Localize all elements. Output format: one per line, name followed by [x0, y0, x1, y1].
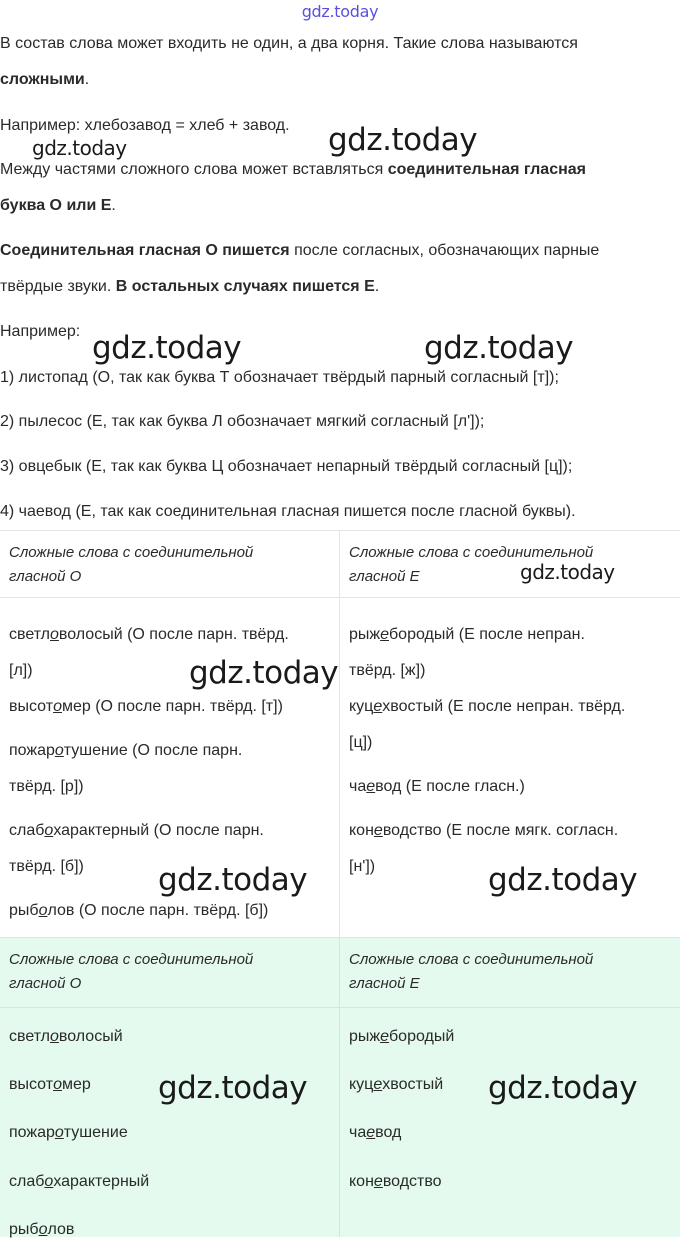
watermark: gdz.today — [424, 330, 574, 366]
header-line: Сложные слова с соединительной — [349, 544, 594, 561]
table-row — [349, 1067, 443, 1103]
header-divider — [0, 597, 680, 598]
table-row — [9, 893, 268, 929]
term-compound: сложными — [0, 71, 85, 88]
word-part: лов (О после парн. твёрд. [б]) — [47, 902, 269, 919]
table-row — [9, 733, 242, 805]
rule-paragraph-line2 — [0, 269, 676, 305]
list-item-1: 1) листопад (О, так как буква Т обозначает твёрдый парный согласный [т]); — [0, 369, 559, 386]
watermark: gdz.today — [158, 862, 308, 898]
watermark: gdz.today — [32, 136, 127, 160]
word-part: куц — [349, 1076, 374, 1093]
table-row — [349, 1164, 442, 1200]
word-part: слаб — [9, 822, 45, 839]
intro-text: В состав слова может входить не один, а два корня. Такие слова называются — [0, 35, 578, 52]
connecting-vowel: е — [380, 1028, 390, 1045]
table-row — [9, 1164, 149, 1200]
word-part: характерный (О после парн. — [53, 822, 264, 839]
connecting-vowel: о — [50, 1028, 59, 1045]
watermark: gdz.today — [488, 1070, 638, 1106]
connecting-term: соединительная гласная — [387, 161, 586, 178]
word-part: ча — [349, 1124, 367, 1141]
word-part: бородый — [389, 1028, 455, 1045]
word-part: светл — [9, 1028, 50, 1045]
word-part: тушение — [63, 1124, 128, 1141]
header-line: Сложные слова с соединительной — [9, 544, 254, 561]
word-part: волосый (О после парн. твёрд. — [58, 626, 289, 643]
word-part: тушение (О после парн. — [63, 742, 243, 759]
list-item-2: 2) пылесос (Е, так как буква Л обозначает мягкий согласный [л']); — [0, 413, 485, 430]
table-row — [9, 1115, 128, 1151]
connecting-vowel: е — [373, 698, 383, 715]
word-part: слаб — [9, 1173, 45, 1190]
word-part: высот — [9, 698, 54, 715]
connecting-vowel: е — [380, 626, 390, 643]
connecting-vowel: е — [373, 822, 383, 839]
word-part: водство (Е после мягк. согласн. — [382, 822, 619, 839]
word-part: светл — [9, 626, 50, 643]
word-part: лов — [47, 1221, 75, 1238]
word-part: рыж — [349, 626, 381, 643]
word-note: твёрд. [ж]) — [349, 662, 426, 679]
word-part: куц — [349, 698, 374, 715]
connecting-vowel: о — [38, 1221, 48, 1238]
rule-text: после согласных, обозначающих парные — [289, 242, 600, 259]
table-row — [9, 689, 283, 725]
column-header-o — [0, 938, 339, 996]
watermark: gdz.today — [158, 1070, 308, 1106]
table-row — [349, 689, 625, 761]
table-row — [349, 617, 585, 689]
connecting-text: Между частями сложного слова может вставляться — [0, 161, 388, 178]
header-divider — [0, 1007, 680, 1008]
site-logo[interactable]: gdz.today — [301, 2, 379, 21]
word-part: вод (Е после гласн.) — [375, 778, 525, 795]
period: . — [84, 71, 90, 88]
header-line: гласной О — [9, 568, 82, 585]
word-part: высот — [9, 1076, 54, 1093]
list-item-4: 4) чаевод (Е, так как соединительная гласная пишется после гласной буквы). — [0, 503, 576, 520]
connecting-vowel: о — [54, 742, 64, 759]
intro-paragraph-line2 — [0, 62, 676, 98]
word-part: пожар — [9, 742, 55, 759]
rule-e: В остальных случаях пишется Е — [115, 278, 375, 295]
table-row — [349, 769, 525, 805]
watermark: gdz.today — [488, 862, 638, 898]
column-header-e — [340, 938, 680, 996]
word-part: хвостый (Е после непран. твёрд. — [382, 698, 626, 715]
connecting-vowel: е — [373, 1076, 383, 1093]
word-part: рыб — [9, 1221, 39, 1238]
connecting-letters: буква О или Е — [0, 197, 112, 214]
connecting-vowel: о — [44, 1173, 54, 1190]
table-row — [349, 1019, 454, 1055]
watermark: gdz.today — [189, 655, 339, 691]
word-part: рыж — [349, 1028, 381, 1045]
period: . — [374, 278, 380, 295]
example-heading: Например: — [0, 323, 81, 340]
period: . — [111, 197, 116, 214]
header-line: Сложные слова с соединительной — [9, 951, 254, 968]
word-part: рыб — [9, 902, 39, 919]
word-part: хвостый — [382, 1076, 444, 1093]
word-part: характерный — [53, 1173, 150, 1190]
connecting-vowel: о — [50, 626, 59, 643]
word-part: ча — [349, 778, 367, 795]
word-part: водство — [382, 1173, 442, 1190]
column-header-o — [0, 531, 339, 589]
table-row — [349, 1115, 401, 1151]
word-part: бородый (Е после непран. — [389, 626, 585, 643]
list-item-3: 3) овцебык (Е, так как буква Ц обозначает непарный твёрдый согласный [ц]); — [0, 458, 573, 475]
table-row — [9, 1067, 91, 1103]
header-line: гласной О — [9, 975, 82, 992]
word-part: кон — [349, 822, 374, 839]
watermark: gdz.today — [520, 560, 615, 584]
word-note: [ц]) — [349, 734, 373, 751]
rule-o: Соединительная гласная О пишется — [0, 242, 290, 259]
table-row — [9, 1212, 74, 1248]
table-row — [9, 1019, 123, 1055]
watermark: gdz.today — [92, 330, 242, 366]
connecting-vowel-paragraph-line2 — [0, 188, 676, 224]
rule-paragraph — [0, 233, 676, 269]
word-note: [н']) — [349, 858, 376, 875]
word-note: твёрд. [б]) — [9, 858, 84, 875]
header-line: Сложные слова с соединительной — [349, 951, 594, 968]
word-part: пожар — [9, 1124, 55, 1141]
connecting-vowel: о — [53, 1076, 62, 1093]
header-line: гласной Е — [349, 975, 420, 992]
word-part: мер — [61, 1076, 91, 1093]
connecting-vowel: о — [44, 822, 54, 839]
connecting-vowel: о — [54, 1124, 64, 1141]
header-line: гласной Е — [349, 568, 420, 585]
connecting-vowel: о — [53, 698, 62, 715]
connecting-vowel: е — [366, 1124, 376, 1141]
word-part: мер (О после парн. твёрд. [т]) — [61, 698, 283, 715]
example-line: Например: хлебозавод = хлеб + завод. — [0, 117, 290, 134]
word-part: вод — [375, 1124, 402, 1141]
word-part: кон — [349, 1173, 374, 1190]
watermark: gdz.today — [328, 122, 478, 158]
word-note: твёрд. [р]) — [9, 778, 84, 795]
rule-text2: твёрдые звуки. — [0, 278, 116, 295]
word-part: волосый — [58, 1028, 123, 1045]
column-header-e — [340, 531, 680, 589]
connecting-vowel: е — [366, 778, 376, 795]
intro-paragraph — [0, 26, 676, 62]
word-note: [л]) — [9, 662, 33, 679]
connecting-vowel: е — [373, 1173, 383, 1190]
connecting-vowel: о — [38, 902, 48, 919]
